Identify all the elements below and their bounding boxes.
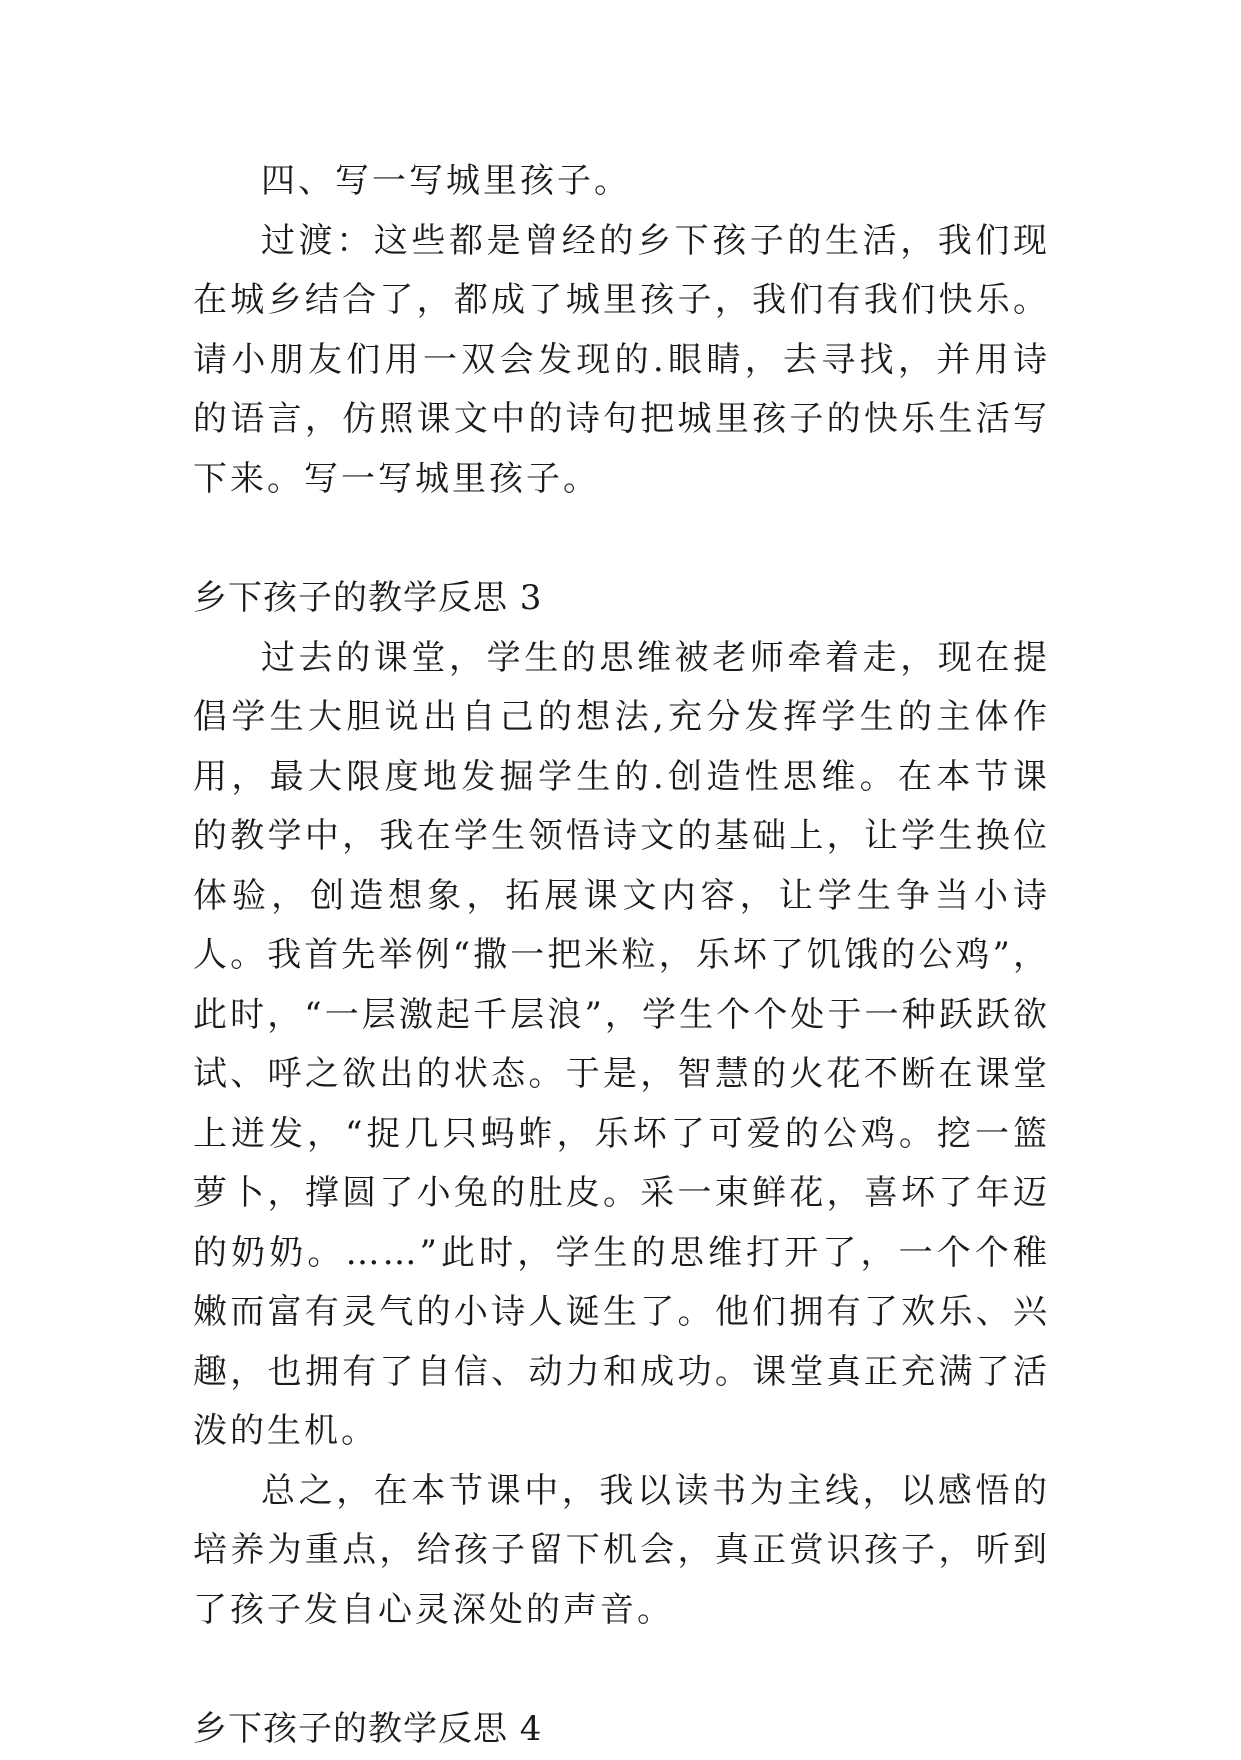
document-body [193,152,1050,1760]
heading-reflection-3: 乡下孩子的教学反思 3 [193,578,543,618]
reflection3-paragraph-2: 总之，在本节课中，我以读书为主线，以感悟的培养为重点，给孩子留下机会，真正赏识孩子，听到了孩子发自心灵深处的声音。 [193,1470,1050,1630]
section4-title: 四、写一写城里孩子。 [261,161,631,201]
heading-reflection-4: 乡下孩子的教学反思 4 [193,1709,543,1749]
reflection3-paragraph-1: 过去的课堂，学生的思维被老师牵着走，现在提倡学生大胆说出自己的想法,充分发挥学生的主体作用，最大限度地发掘学生的.创造性思维。在本节课的教学中，我在学生领悟诗文的基础上，让学生换位体验，创造想象，拓展课文内容，让学生争当小诗人。我首先举例“撒一把米粒，乐坏了饥饿的公鸡”，此时，“一层激起千层浪”，学生个个处于一种跃跃欲试、呼之欲出的状态。于是，智慧的火花不断在课堂上迸发，“捉几只蚂蚱，乐坏了可爱的公鸡。挖一篮萝卜，撑圆了小兔的肚皮。采一束鲜花，喜坏了年迈的奶奶。……”此时，学生的思维打开了，一个个稚嫩而富有灵气的小诗人诞生了。他们拥有了欢乐、兴趣，也拥有了自信、动力和成功。课堂真正充满了活泼的生机。 [193,637,1050,1451]
transition-paragraph: 过渡：这些都是曾经的乡下孩子的生活，我们现在城乡结合了，都成了城里孩子，我们有我们快乐。请小朋友们用一双会发现的.眼睛，去寻找，并用诗的语言，仿照课文中的诗句把城里孩子的快乐生活写下来。写一写城里孩子。 [193,220,1050,499]
